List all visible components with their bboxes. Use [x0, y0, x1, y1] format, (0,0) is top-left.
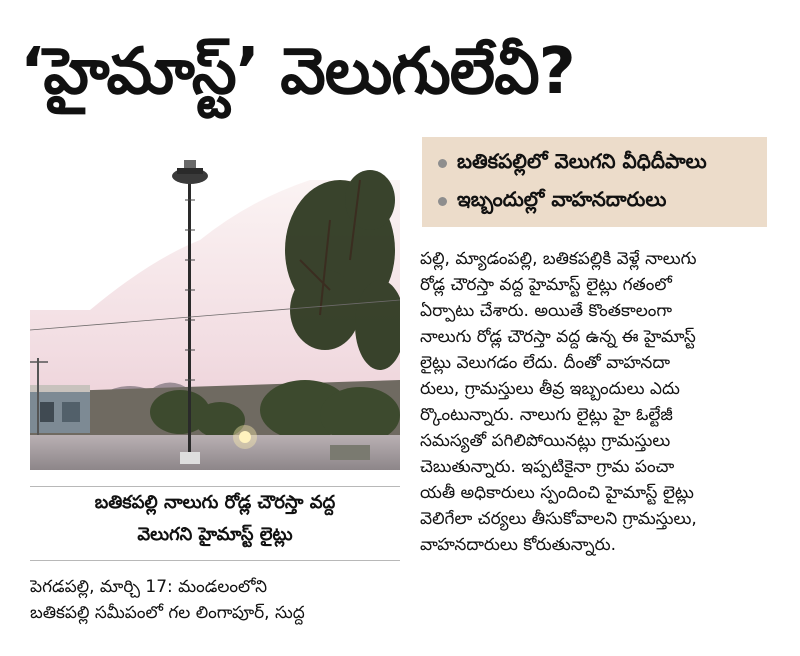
- body-line: వెలిగేలా చర్యలు తీసుకోవాలని గ్రామస్తులు,: [420, 509, 697, 529]
- body-line: చెబుతున్నారు. ఇప్పటికైనా గ్రామ పంచా: [420, 457, 675, 477]
- body-line: బతికపల్లి సమీపంలో గల లింగాపూర్, సుద్ద: [30, 603, 305, 623]
- photo-caption-line: వెలుగని హైమాస్ట్ లైట్లు: [137, 524, 293, 545]
- highlight-text: ఇబ్బందుల్లో వాహనదారులు: [457, 186, 667, 211]
- headline: ‘హైమాస్ట్’ వెలుగులేవీ?: [20, 35, 575, 109]
- photo-caption-line: బతికపల్లి నాలుగు రోడ్ల చౌరస్తా వద్ద: [94, 492, 336, 513]
- highlight-box: [422, 137, 767, 227]
- body-line: వాహనదారులు కోరుతున్నారు.: [420, 535, 617, 555]
- highlight-text: బతికపల్లిలో వెలుగని వీధిదీపాలు: [457, 148, 707, 173]
- article-body-right: [420, 246, 775, 558]
- caption-divider-top: [30, 486, 400, 487]
- body-line: ఏర్పాటు చేశారు. అయితే కొంతకాలంగా: [420, 301, 673, 321]
- news-photo: [30, 140, 400, 480]
- highlight-item: [438, 183, 666, 219]
- body-line: లైట్లు వెలుగడం లేదు. దీంతో వాహనదా: [420, 353, 671, 373]
- body-line: పల్లి, మ్యాడంపల్లి, బతికపల్లికి వెళ్లే నాలుగు: [420, 249, 697, 269]
- body-line: ర్కొంటున్నారు. నాలుగు లైట్లు హై ఓల్టేజీ: [420, 405, 673, 425]
- article-body-left: [30, 574, 405, 626]
- body-line: పెగడపల్లి, మార్చి 17: మండలంలోని: [30, 577, 268, 597]
- body-line: సమస్యతో పగిలిపోయినట్లు గ్రామస్తులు: [420, 431, 671, 451]
- body-line: నాలుగు రోడ్ల చౌరస్తా వద్ద ఉన్న ఈ హైమాస్ట్: [420, 327, 696, 347]
- body-line: రులు, గ్రామస్తులు తీవ్ర ఇబ్బందులు ఎదు: [420, 379, 680, 399]
- caption-divider-bottom: [30, 560, 400, 561]
- bullet-icon: [438, 197, 447, 206]
- highlight-item: [438, 145, 707, 181]
- bullet-icon: [438, 159, 447, 168]
- body-line: యతీ అధికారులు స్పందించి హైమాస్ట్ లైట్లు: [420, 483, 694, 503]
- body-line: రోడ్ల చౌరస్తా వద్ద హైమాస్ట్ లైట్లు గతంలో: [420, 275, 672, 295]
